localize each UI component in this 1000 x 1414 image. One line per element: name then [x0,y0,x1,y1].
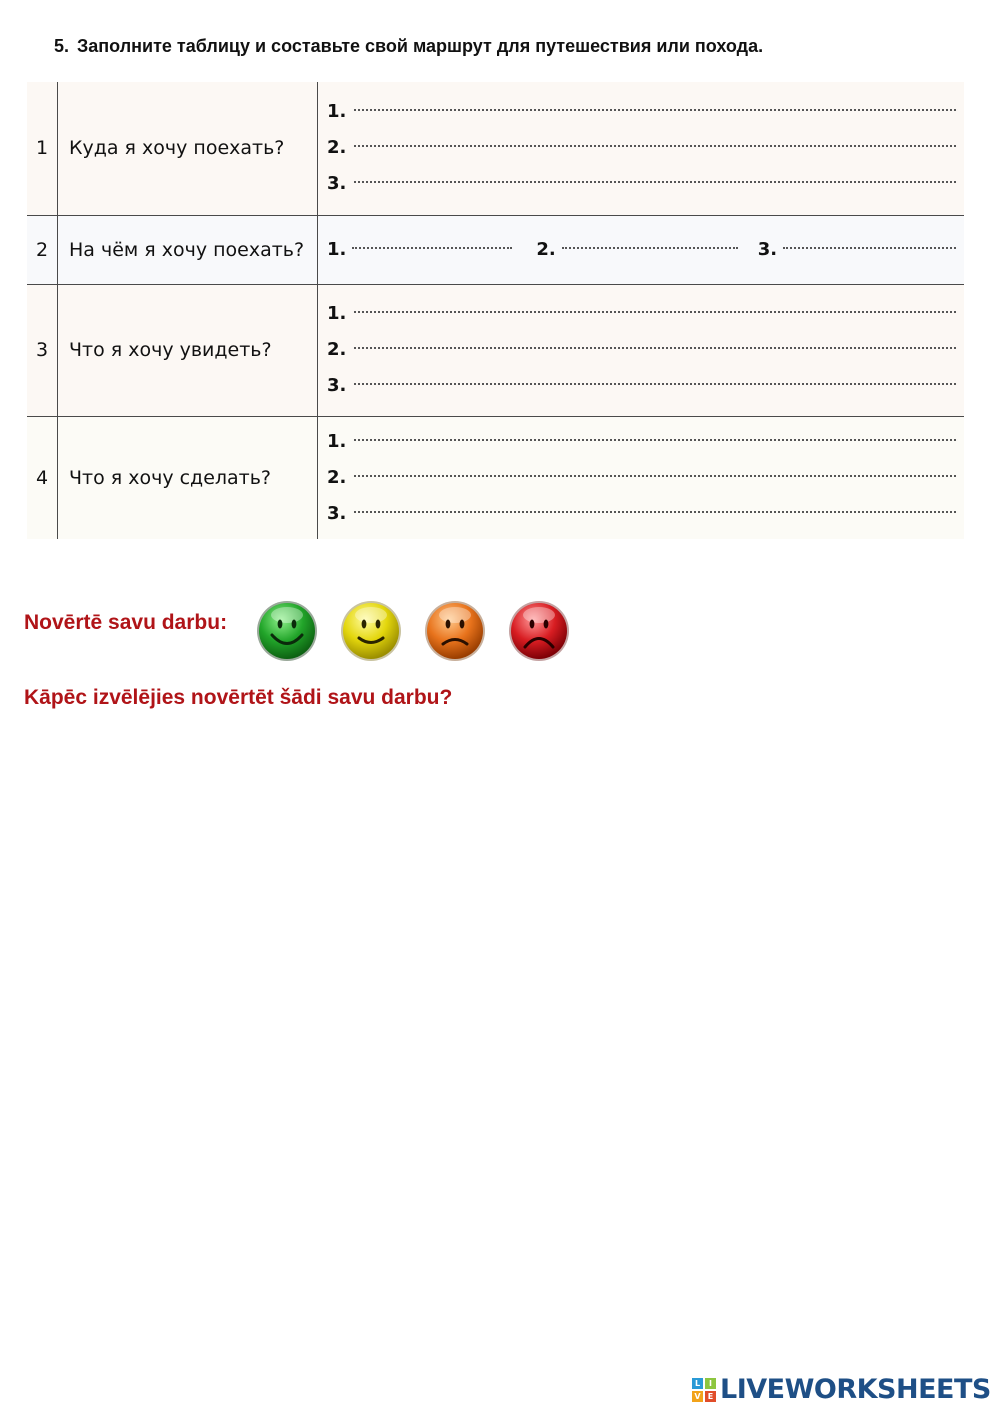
row-number: 4 [27,416,58,539]
sad-face-icon[interactable] [424,600,486,662]
logo-blocks-icon: L I V E [692,1378,716,1402]
happy-face-icon[interactable] [340,600,402,662]
logo-text: LIVEWORKSHEETS [720,1374,991,1405]
answer-cell [318,284,965,416]
answer-blank[interactable] [354,145,956,147]
rating-faces [256,600,570,662]
answer-line[interactable]: 3. [327,496,956,532]
answer-cell [318,82,965,215]
answer-blank[interactable] [354,109,956,111]
answer-blank[interactable] [354,311,956,313]
answer-line[interactable]: 2. [327,332,956,368]
table-row [27,416,964,539]
answer-line[interactable]: 1. [327,296,956,332]
row-number: 3 [27,284,58,416]
answer-line[interactable]: 1. [327,94,956,130]
answer-blank[interactable] [783,247,956,249]
answer-cell [318,416,965,539]
answer-line[interactable]: 1. [327,424,956,460]
task-number: 5. [54,36,70,56]
table-row [27,284,964,416]
answer-blank[interactable] [562,247,738,249]
answer-blank[interactable] [354,439,956,441]
route-table [27,82,964,539]
answer-inline-row: 1. 2. 3. [327,232,956,268]
answer-blank[interactable] [354,383,956,385]
answer-line[interactable]: 2. [327,130,956,166]
very-sad-face-icon[interactable] [508,600,570,662]
task-title [54,36,763,57]
row-number: 1 [27,82,58,215]
answer-line[interactable]: 2. [327,460,956,496]
row-question: Что я хочу сделать? [58,416,318,539]
row-question: На чём я хочу поехать? [58,215,318,284]
liveworksheets-logo [692,1374,991,1405]
why-question: Kāpēc izvēlējies novērtēt šādi savu darbu? [24,686,453,709]
answer-cell [318,215,965,284]
row-question: Что я хочу увидеть? [58,284,318,416]
table-row [27,215,964,284]
task-text: Заполните таблицу и составьте свой маршрут для путешествия или похода. [77,36,764,56]
very-happy-face-icon[interactable] [256,600,318,662]
answer-blank[interactable] [352,247,512,249]
answer-blank[interactable] [354,347,956,349]
answer-blank[interactable] [354,181,956,183]
answer-blank[interactable] [354,511,956,513]
table-row [27,82,964,215]
row-number: 2 [27,215,58,284]
row-question: Куда я хочу поехать? [58,82,318,215]
rating-label: Novērtē savu darbu: [24,611,228,634]
answer-blank[interactable] [354,475,956,477]
answer-line[interactable]: 3. [327,368,956,404]
answer-line[interactable]: 3. [327,166,956,202]
